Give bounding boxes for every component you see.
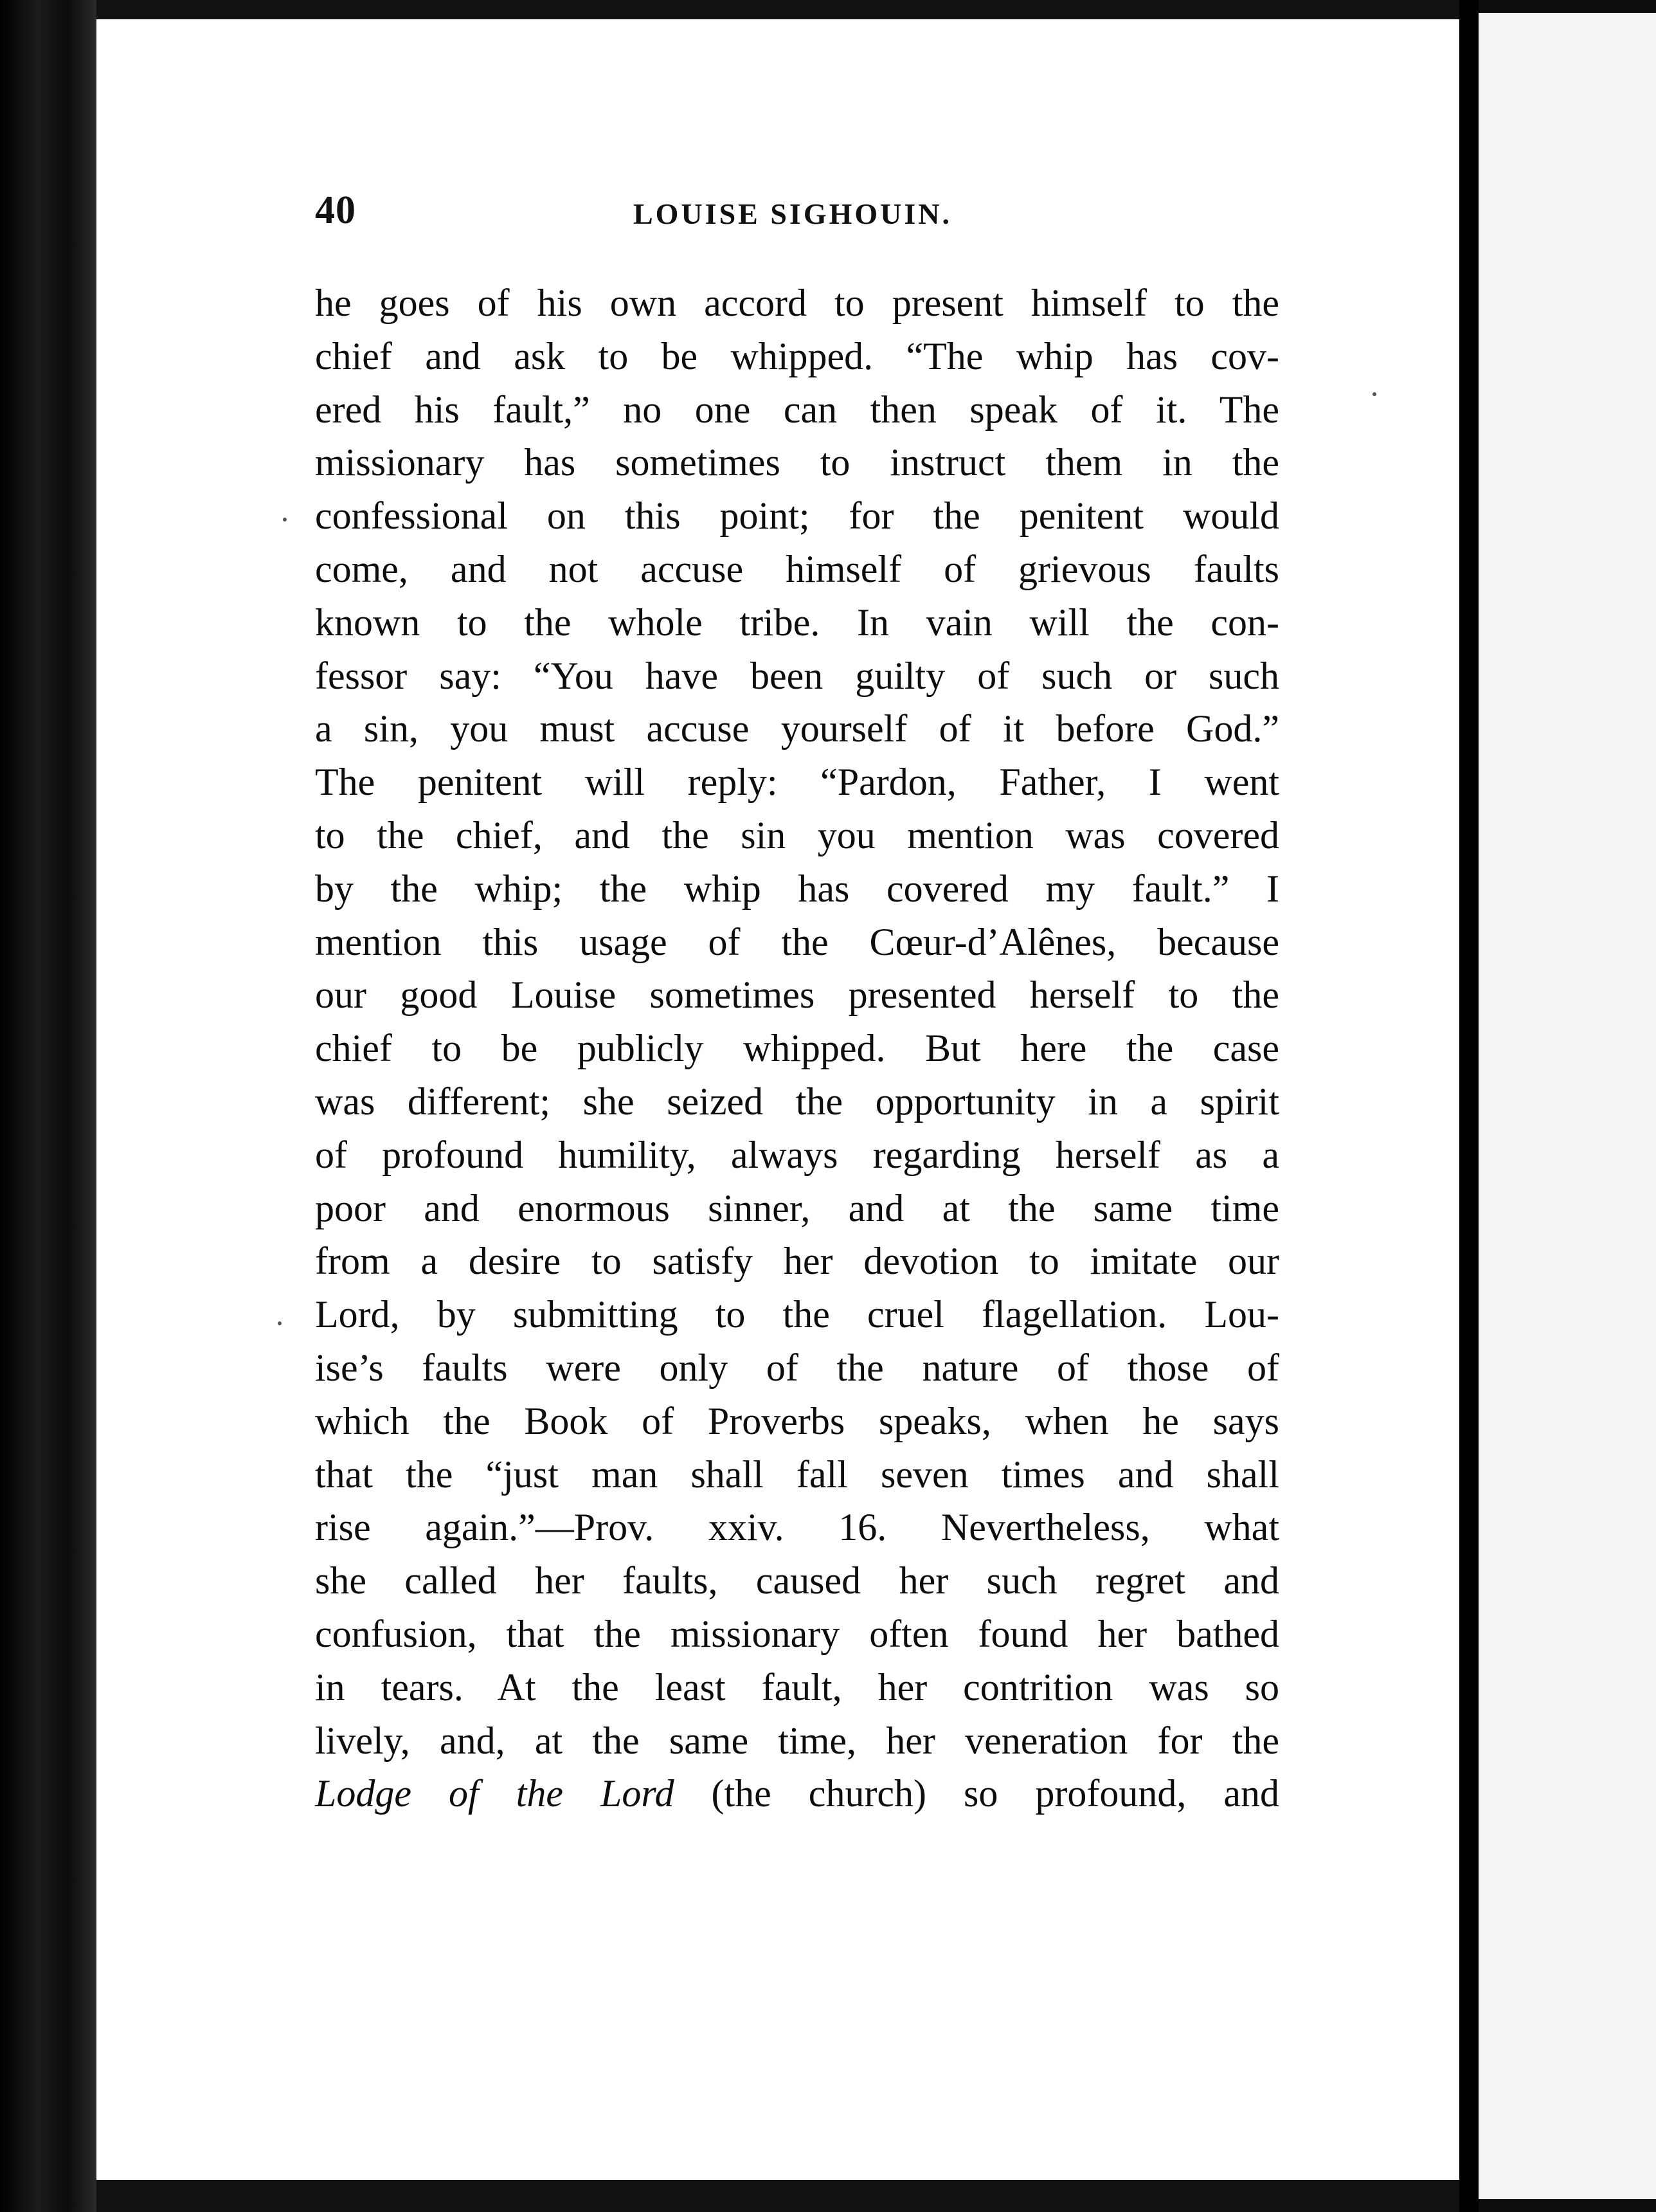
book-binding-left [0,0,96,2212]
text-line: she called her faults, caused her such regret and [315,1559,1279,1602]
text-line: that the “just man shall fall seven times and shall [315,1453,1279,1496]
text-line: ise’s faults were only of the nature of those of [315,1346,1279,1389]
text-line: confusion, that the missionary often found her bathed [315,1612,1279,1655]
text-line: was different; she seized the opportunity in a spirit [315,1080,1279,1123]
text-line: our good Louise sometimes presented herself to the [315,974,1279,1017]
text-line: poor and enormous sinner, and at the same time [315,1186,1279,1229]
print-speck [1372,392,1376,396]
text-line: ered his fault,” no one can then speak of it. The [315,388,1279,431]
running-head [315,188,1086,239]
book-page [96,19,1459,2180]
text-line: known to the whole tribe. In vain will the con- [315,601,1279,644]
text-line: chief and ask to be whipped. “The whip has cov- [315,334,1279,377]
text-line: confessional on this point; for the penitent would [315,494,1279,538]
text-line-last [315,1767,1279,1820]
text-line: of profound humility, always regarding herself as a [315,1133,1279,1176]
page-gutter-shadow [1459,0,1479,2212]
text-line: from a desire to satisfy her devotion to imitate our [315,1240,1279,1283]
running-title: LOUISE SIGHOUIN. [633,197,953,230]
text-line: which the Book of Proverbs speaks, when he says [315,1399,1279,1442]
text-line: he goes of his own accord to present himself to the [315,282,1279,324]
text-line: lively, and, at the same time, her veneration for the [315,1719,1279,1762]
text-line: in tears. At the least fault, her contrition was so [315,1665,1279,1709]
text-line: to the chief, and the sin you mention was covered [315,813,1279,857]
text-line: missionary has sometimes to instruct them in the [315,441,1279,484]
text-line: The penitent will reply: “Pardon, Father, I went [315,761,1279,804]
line-remainder: (the church) so profound, and [711,1772,1279,1815]
page-number: 40 [315,188,356,232]
text-line: mention this usage of the Cœur-d’Alênes, because [315,920,1279,963]
text-line: come, and not accuse himself of grievous faults [315,547,1279,590]
text-line: by the whip; the whip has covered my fault.” I [315,867,1279,910]
text-line: rise again.”—Prov. xxiv. 16. Nevertheless, what [315,1506,1279,1549]
italic-phrase: Lodge of the Lord [315,1772,674,1815]
text-line: Lord, by submitting to the cruel flagellation. Lou- [315,1293,1279,1336]
text-line: a sin, you must accuse yourself of it before God.” [315,707,1279,750]
text-line: fessor say: “You have been guilty of such or such [315,654,1279,697]
body-text [315,276,1279,1820]
print-speck [283,518,287,521]
adjacent-page-edge [1479,13,1656,2199]
print-speck [278,1321,282,1325]
text-line: chief to be publicly whipped. But here the case [315,1027,1279,1070]
